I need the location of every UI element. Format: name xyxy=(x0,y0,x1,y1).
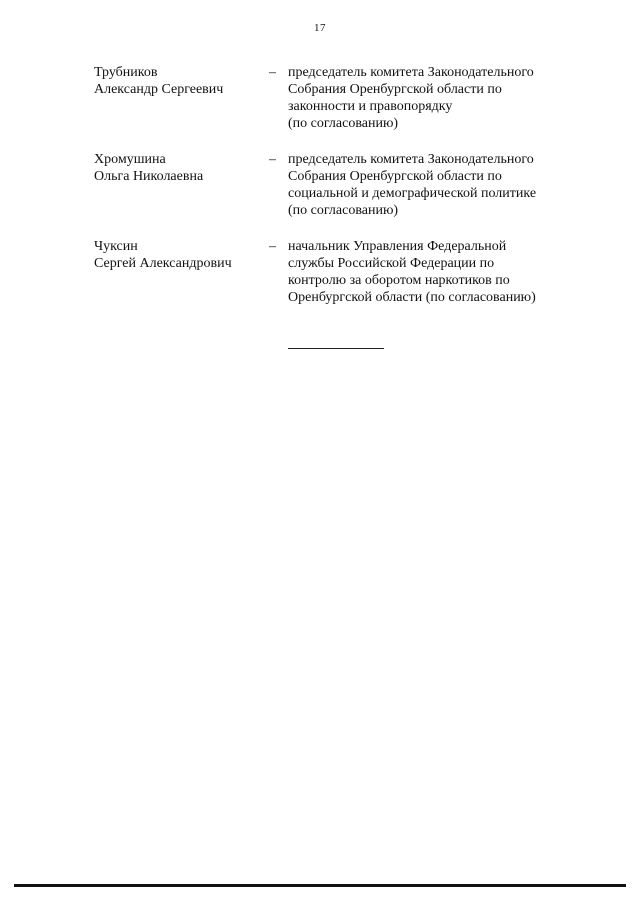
member-position xyxy=(288,151,574,219)
dash-separator: – xyxy=(269,65,276,80)
member-surname: Чуксин xyxy=(94,239,138,254)
position-line: председатель комитета Законодательного xyxy=(288,65,534,80)
footer-rule xyxy=(14,884,626,887)
position-line: (по согласованию) xyxy=(288,116,399,131)
position-line: начальник Управления Федеральной xyxy=(288,239,507,254)
position-line: председатель комитета Законодательного xyxy=(288,152,534,167)
position-line: законности и правопорядку xyxy=(288,99,453,114)
member-given-names: Александр Сергеевич xyxy=(94,82,224,97)
position-line: социальной и демографической политике xyxy=(288,186,537,201)
member-name xyxy=(94,64,269,98)
member-given-names: Сергей Александрович xyxy=(94,256,232,271)
dash-separator: – xyxy=(269,152,276,167)
position-line: Оренбургской области (по согласованию) xyxy=(288,290,536,305)
member-list xyxy=(94,64,574,325)
member-position xyxy=(288,64,574,132)
member-name xyxy=(94,238,269,272)
position-line: службы Российской Федерации по xyxy=(288,256,495,271)
member-entry-chuksin xyxy=(94,238,574,306)
member-given-names: Ольга Николаевна xyxy=(94,169,204,184)
page-number: 17 xyxy=(314,22,326,34)
dash-separator: – xyxy=(269,239,276,254)
position-line: Собрания Оренбургской области по xyxy=(288,82,502,97)
member-position xyxy=(288,238,574,306)
member-surname: Трубников xyxy=(94,65,158,80)
member-name xyxy=(94,151,269,185)
position-line: контролю за оборотом наркотиков по xyxy=(288,273,510,288)
position-line: (по согласованию) xyxy=(288,203,399,218)
member-surname: Хромушина xyxy=(94,152,166,167)
end-of-list-rule xyxy=(288,348,384,349)
member-entry-khromushina xyxy=(94,151,574,219)
member-entry-trubnikov xyxy=(94,64,574,132)
position-line: Собрания Оренбургской области по xyxy=(288,169,502,184)
